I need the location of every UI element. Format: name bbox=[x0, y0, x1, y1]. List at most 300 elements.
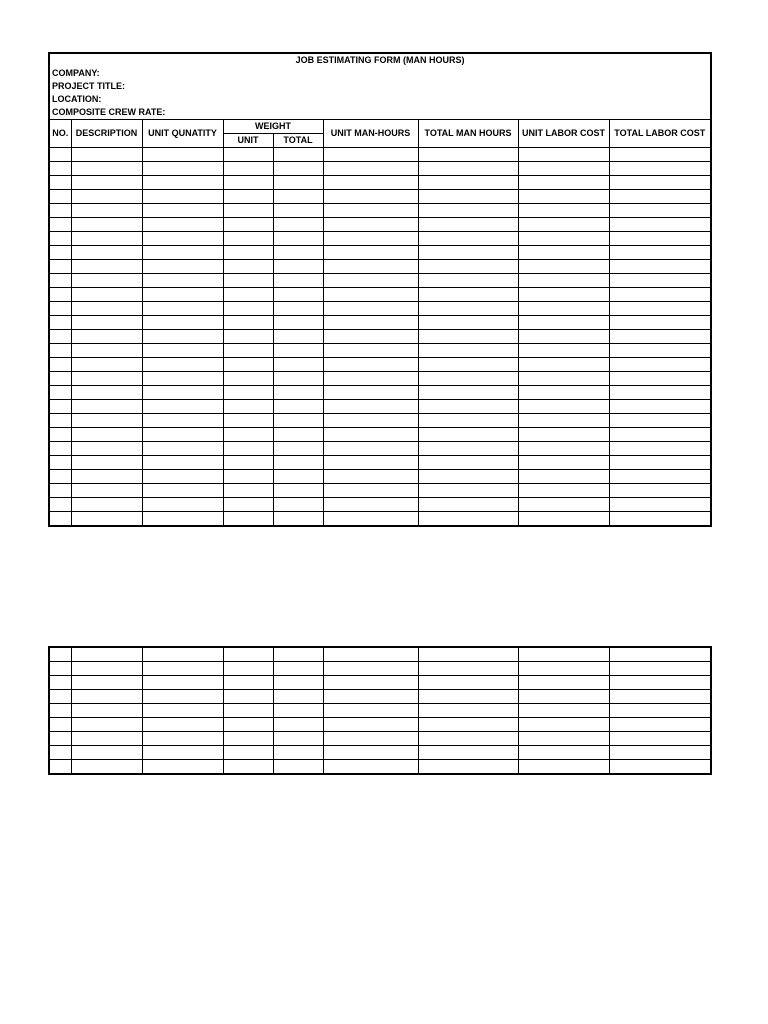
project-title-field[interactable]: PROJECT TITLE: bbox=[49, 80, 711, 93]
cell-total-labor-cost[interactable] bbox=[609, 288, 711, 302]
cell-weight-unit[interactable] bbox=[223, 662, 273, 676]
cell-weight-unit[interactable] bbox=[223, 470, 273, 484]
cell-total-labor-cost[interactable] bbox=[609, 470, 711, 484]
cell-weight-total[interactable] bbox=[273, 498, 323, 512]
cell-description[interactable] bbox=[71, 690, 142, 704]
cell-no[interactable] bbox=[49, 148, 71, 162]
cell-weight-total[interactable] bbox=[273, 400, 323, 414]
cell-weight-total[interactable] bbox=[273, 302, 323, 316]
cell-weight-total[interactable] bbox=[273, 470, 323, 484]
cell-unit-labor-cost[interactable] bbox=[518, 442, 609, 456]
cell-description[interactable] bbox=[71, 358, 142, 372]
cell-total-man-hours[interactable] bbox=[418, 344, 518, 358]
cell-total-labor-cost[interactable] bbox=[609, 372, 711, 386]
cell-description[interactable] bbox=[71, 732, 142, 746]
cell-description[interactable] bbox=[71, 176, 142, 190]
cell-description[interactable] bbox=[71, 302, 142, 316]
cell-unit-man-hours[interactable] bbox=[323, 302, 418, 316]
cell-weight-unit[interactable] bbox=[223, 302, 273, 316]
cell-no[interactable] bbox=[49, 344, 71, 358]
cell-no[interactable] bbox=[49, 718, 71, 732]
cell-description[interactable] bbox=[71, 498, 142, 512]
cell-total-man-hours[interactable] bbox=[418, 676, 518, 690]
cell-unit-labor-cost[interactable] bbox=[518, 746, 609, 760]
cell-total-labor-cost[interactable] bbox=[609, 190, 711, 204]
cell-total-man-hours[interactable] bbox=[418, 442, 518, 456]
company-field[interactable]: COMPANY: bbox=[49, 67, 711, 80]
cell-description[interactable] bbox=[71, 372, 142, 386]
cell-total-man-hours[interactable] bbox=[418, 746, 518, 760]
cell-weight-unit[interactable] bbox=[223, 176, 273, 190]
cell-description[interactable] bbox=[71, 760, 142, 775]
cell-unit-man-hours[interactable] bbox=[323, 386, 418, 400]
cell-weight-unit[interactable] bbox=[223, 704, 273, 718]
cell-description[interactable] bbox=[71, 148, 142, 162]
cell-unit-labor-cost[interactable] bbox=[518, 718, 609, 732]
cell-total-labor-cost[interactable] bbox=[609, 746, 711, 760]
cell-total-labor-cost[interactable] bbox=[609, 498, 711, 512]
cell-total-man-hours[interactable] bbox=[418, 274, 518, 288]
cell-unit-man-hours[interactable] bbox=[323, 232, 418, 246]
cell-total-labor-cost[interactable] bbox=[609, 512, 711, 527]
cell-total-man-hours[interactable] bbox=[418, 148, 518, 162]
cell-total-labor-cost[interactable] bbox=[609, 718, 711, 732]
cell-total-man-hours[interactable] bbox=[418, 330, 518, 344]
cell-description[interactable] bbox=[71, 246, 142, 260]
cell-weight-unit[interactable] bbox=[223, 274, 273, 288]
cell-unit-quantity[interactable] bbox=[142, 288, 223, 302]
cell-description[interactable] bbox=[71, 746, 142, 760]
cell-unit-labor-cost[interactable] bbox=[518, 498, 609, 512]
cell-no[interactable] bbox=[49, 386, 71, 400]
cell-no[interactable] bbox=[49, 442, 71, 456]
cell-weight-unit[interactable] bbox=[223, 746, 273, 760]
cell-unit-labor-cost[interactable] bbox=[518, 647, 609, 662]
cell-no[interactable] bbox=[49, 316, 71, 330]
cell-unit-man-hours[interactable] bbox=[323, 704, 418, 718]
cell-total-man-hours[interactable] bbox=[418, 414, 518, 428]
cell-unit-man-hours[interactable] bbox=[323, 246, 418, 260]
cell-total-man-hours[interactable] bbox=[418, 316, 518, 330]
cell-weight-unit[interactable] bbox=[223, 484, 273, 498]
cell-total-labor-cost[interactable] bbox=[609, 302, 711, 316]
cell-no[interactable] bbox=[49, 647, 71, 662]
cell-unit-man-hours[interactable] bbox=[323, 176, 418, 190]
cell-total-man-hours[interactable] bbox=[418, 498, 518, 512]
cell-no[interactable] bbox=[49, 746, 71, 760]
cell-weight-unit[interactable] bbox=[223, 386, 273, 400]
cell-total-man-hours[interactable] bbox=[418, 690, 518, 704]
cell-description[interactable] bbox=[71, 428, 142, 442]
cell-total-man-hours[interactable] bbox=[418, 760, 518, 775]
cell-unit-man-hours[interactable] bbox=[323, 456, 418, 470]
cell-weight-total[interactable] bbox=[273, 204, 323, 218]
cell-weight-unit[interactable] bbox=[223, 260, 273, 274]
cell-description[interactable] bbox=[71, 662, 142, 676]
cell-no[interactable] bbox=[49, 456, 71, 470]
cell-unit-quantity[interactable] bbox=[142, 372, 223, 386]
cell-description[interactable] bbox=[71, 718, 142, 732]
cell-unit-man-hours[interactable] bbox=[323, 260, 418, 274]
cell-weight-unit[interactable] bbox=[223, 498, 273, 512]
cell-unit-quantity[interactable] bbox=[142, 746, 223, 760]
cell-total-labor-cost[interactable] bbox=[609, 428, 711, 442]
cell-unit-quantity[interactable] bbox=[142, 718, 223, 732]
cell-unit-quantity[interactable] bbox=[142, 260, 223, 274]
cell-unit-labor-cost[interactable] bbox=[518, 372, 609, 386]
cell-unit-quantity[interactable] bbox=[142, 732, 223, 746]
cell-unit-quantity[interactable] bbox=[142, 344, 223, 358]
cell-weight-unit[interactable] bbox=[223, 372, 273, 386]
cell-description[interactable] bbox=[71, 386, 142, 400]
cell-unit-quantity[interactable] bbox=[142, 358, 223, 372]
cell-weight-unit[interactable] bbox=[223, 358, 273, 372]
cell-unit-labor-cost[interactable] bbox=[518, 190, 609, 204]
cell-weight-unit[interactable] bbox=[223, 414, 273, 428]
cell-total-man-hours[interactable] bbox=[418, 386, 518, 400]
cell-unit-man-hours[interactable] bbox=[323, 760, 418, 775]
cell-weight-total[interactable] bbox=[273, 246, 323, 260]
cell-unit-man-hours[interactable] bbox=[323, 484, 418, 498]
cell-unit-quantity[interactable] bbox=[142, 676, 223, 690]
cell-unit-man-hours[interactable] bbox=[323, 274, 418, 288]
cell-unit-man-hours[interactable] bbox=[323, 400, 418, 414]
cell-no[interactable] bbox=[49, 358, 71, 372]
cell-total-man-hours[interactable] bbox=[418, 704, 518, 718]
cell-total-labor-cost[interactable] bbox=[609, 148, 711, 162]
cell-total-man-hours[interactable] bbox=[418, 400, 518, 414]
cell-weight-unit[interactable] bbox=[223, 512, 273, 527]
cell-no[interactable] bbox=[49, 498, 71, 512]
cell-unit-labor-cost[interactable] bbox=[518, 470, 609, 484]
cell-unit-quantity[interactable] bbox=[142, 400, 223, 414]
cell-weight-total[interactable] bbox=[273, 732, 323, 746]
cell-unit-labor-cost[interactable] bbox=[518, 302, 609, 316]
cell-unit-labor-cost[interactable] bbox=[518, 288, 609, 302]
cell-weight-unit[interactable] bbox=[223, 204, 273, 218]
cell-weight-total[interactable] bbox=[273, 190, 323, 204]
cell-unit-quantity[interactable] bbox=[142, 316, 223, 330]
cell-total-man-hours[interactable] bbox=[418, 302, 518, 316]
cell-weight-unit[interactable] bbox=[223, 647, 273, 662]
cell-unit-labor-cost[interactable] bbox=[518, 428, 609, 442]
cell-no[interactable] bbox=[49, 162, 71, 176]
cell-unit-labor-cost[interactable] bbox=[518, 456, 609, 470]
cell-unit-quantity[interactable] bbox=[142, 470, 223, 484]
cell-unit-quantity[interactable] bbox=[142, 442, 223, 456]
cell-no[interactable] bbox=[49, 428, 71, 442]
cell-unit-man-hours[interactable] bbox=[323, 442, 418, 456]
cell-weight-total[interactable] bbox=[273, 330, 323, 344]
cell-weight-unit[interactable] bbox=[223, 718, 273, 732]
cell-unit-man-hours[interactable] bbox=[323, 372, 418, 386]
cell-total-labor-cost[interactable] bbox=[609, 442, 711, 456]
cell-unit-labor-cost[interactable] bbox=[518, 316, 609, 330]
cell-weight-total[interactable] bbox=[273, 414, 323, 428]
cell-total-man-hours[interactable] bbox=[418, 288, 518, 302]
cell-weight-total[interactable] bbox=[273, 718, 323, 732]
cell-weight-total[interactable] bbox=[273, 274, 323, 288]
cell-unit-quantity[interactable] bbox=[142, 662, 223, 676]
cell-total-labor-cost[interactable] bbox=[609, 218, 711, 232]
cell-weight-total[interactable] bbox=[273, 676, 323, 690]
cell-total-labor-cost[interactable] bbox=[609, 162, 711, 176]
cell-total-labor-cost[interactable] bbox=[609, 676, 711, 690]
cell-total-labor-cost[interactable] bbox=[609, 400, 711, 414]
cell-description[interactable] bbox=[71, 414, 142, 428]
cell-unit-man-hours[interactable] bbox=[323, 647, 418, 662]
cell-total-labor-cost[interactable] bbox=[609, 662, 711, 676]
cell-total-labor-cost[interactable] bbox=[609, 316, 711, 330]
cell-weight-unit[interactable] bbox=[223, 690, 273, 704]
cell-unit-quantity[interactable] bbox=[142, 302, 223, 316]
cell-unit-labor-cost[interactable] bbox=[518, 414, 609, 428]
cell-unit-labor-cost[interactable] bbox=[518, 162, 609, 176]
cell-total-labor-cost[interactable] bbox=[609, 330, 711, 344]
cell-total-man-hours[interactable] bbox=[418, 260, 518, 274]
cell-description[interactable] bbox=[71, 162, 142, 176]
cell-no[interactable] bbox=[49, 470, 71, 484]
cell-description[interactable] bbox=[71, 442, 142, 456]
cell-description[interactable] bbox=[71, 232, 142, 246]
cell-unit-labor-cost[interactable] bbox=[518, 512, 609, 527]
cell-weight-total[interactable] bbox=[273, 512, 323, 527]
cell-weight-unit[interactable] bbox=[223, 760, 273, 775]
cell-weight-total[interactable] bbox=[273, 442, 323, 456]
cell-weight-total[interactable] bbox=[273, 288, 323, 302]
cell-unit-quantity[interactable] bbox=[142, 218, 223, 232]
cell-weight-unit[interactable] bbox=[223, 456, 273, 470]
cell-weight-total[interactable] bbox=[273, 232, 323, 246]
cell-total-labor-cost[interactable] bbox=[609, 176, 711, 190]
cell-weight-total[interactable] bbox=[273, 746, 323, 760]
cell-unit-quantity[interactable] bbox=[142, 414, 223, 428]
cell-no[interactable] bbox=[49, 302, 71, 316]
cell-total-man-hours[interactable] bbox=[418, 162, 518, 176]
cell-total-labor-cost[interactable] bbox=[609, 232, 711, 246]
cell-unit-quantity[interactable] bbox=[142, 148, 223, 162]
cell-no[interactable] bbox=[49, 372, 71, 386]
cell-no[interactable] bbox=[49, 176, 71, 190]
cell-weight-unit[interactable] bbox=[223, 148, 273, 162]
cell-weight-unit[interactable] bbox=[223, 316, 273, 330]
cell-unit-man-hours[interactable] bbox=[323, 662, 418, 676]
cell-description[interactable] bbox=[71, 704, 142, 718]
cell-total-labor-cost[interactable] bbox=[609, 647, 711, 662]
cell-unit-labor-cost[interactable] bbox=[518, 690, 609, 704]
cell-weight-total[interactable] bbox=[273, 456, 323, 470]
cell-description[interactable] bbox=[71, 512, 142, 527]
cell-no[interactable] bbox=[49, 218, 71, 232]
cell-total-labor-cost[interactable] bbox=[609, 204, 711, 218]
cell-unit-labor-cost[interactable] bbox=[518, 232, 609, 246]
cell-no[interactable] bbox=[49, 330, 71, 344]
cell-weight-total[interactable] bbox=[273, 760, 323, 775]
cell-unit-man-hours[interactable] bbox=[323, 470, 418, 484]
cell-total-man-hours[interactable] bbox=[418, 372, 518, 386]
cell-unit-man-hours[interactable] bbox=[323, 732, 418, 746]
cell-description[interactable] bbox=[71, 218, 142, 232]
cell-total-man-hours[interactable] bbox=[418, 512, 518, 527]
cell-total-man-hours[interactable] bbox=[418, 218, 518, 232]
cell-description[interactable] bbox=[71, 344, 142, 358]
cell-total-man-hours[interactable] bbox=[418, 718, 518, 732]
cell-unit-quantity[interactable] bbox=[142, 330, 223, 344]
cell-description[interactable] bbox=[71, 316, 142, 330]
cell-total-labor-cost[interactable] bbox=[609, 358, 711, 372]
cell-unit-quantity[interactable] bbox=[142, 760, 223, 775]
cell-description[interactable] bbox=[71, 676, 142, 690]
cell-description[interactable] bbox=[71, 484, 142, 498]
cell-weight-total[interactable] bbox=[273, 162, 323, 176]
cell-weight-total[interactable] bbox=[273, 704, 323, 718]
cell-total-labor-cost[interactable] bbox=[609, 274, 711, 288]
cell-no[interactable] bbox=[49, 484, 71, 498]
cell-weight-unit[interactable] bbox=[223, 246, 273, 260]
cell-total-man-hours[interactable] bbox=[418, 358, 518, 372]
cell-total-labor-cost[interactable] bbox=[609, 732, 711, 746]
cell-unit-man-hours[interactable] bbox=[323, 344, 418, 358]
cell-unit-labor-cost[interactable] bbox=[518, 204, 609, 218]
cell-unit-labor-cost[interactable] bbox=[518, 260, 609, 274]
cell-unit-man-hours[interactable] bbox=[323, 330, 418, 344]
cell-weight-unit[interactable] bbox=[223, 676, 273, 690]
cell-weight-unit[interactable] bbox=[223, 232, 273, 246]
cell-no[interactable] bbox=[49, 690, 71, 704]
cell-weight-total[interactable] bbox=[273, 690, 323, 704]
cell-total-man-hours[interactable] bbox=[418, 732, 518, 746]
cell-unit-labor-cost[interactable] bbox=[518, 330, 609, 344]
cell-unit-man-hours[interactable] bbox=[323, 690, 418, 704]
cell-unit-man-hours[interactable] bbox=[323, 498, 418, 512]
cell-total-man-hours[interactable] bbox=[418, 428, 518, 442]
cell-unit-quantity[interactable] bbox=[142, 176, 223, 190]
cell-weight-unit[interactable] bbox=[223, 288, 273, 302]
cell-unit-quantity[interactable] bbox=[142, 190, 223, 204]
cell-total-labor-cost[interactable] bbox=[609, 456, 711, 470]
cell-no[interactable] bbox=[49, 246, 71, 260]
cell-unit-labor-cost[interactable] bbox=[518, 274, 609, 288]
cell-total-labor-cost[interactable] bbox=[609, 260, 711, 274]
cell-no[interactable] bbox=[49, 400, 71, 414]
cell-no[interactable] bbox=[49, 676, 71, 690]
cell-no[interactable] bbox=[49, 274, 71, 288]
cell-total-labor-cost[interactable] bbox=[609, 690, 711, 704]
cell-unit-quantity[interactable] bbox=[142, 690, 223, 704]
location-field[interactable]: LOCATION: bbox=[49, 93, 711, 106]
cell-unit-man-hours[interactable] bbox=[323, 190, 418, 204]
cell-no[interactable] bbox=[49, 260, 71, 274]
cell-description[interactable] bbox=[71, 260, 142, 274]
cell-unit-quantity[interactable] bbox=[142, 498, 223, 512]
cell-weight-total[interactable] bbox=[273, 428, 323, 442]
cell-weight-unit[interactable] bbox=[223, 330, 273, 344]
cell-unit-labor-cost[interactable] bbox=[518, 344, 609, 358]
cell-weight-total[interactable] bbox=[273, 386, 323, 400]
cell-weight-unit[interactable] bbox=[223, 162, 273, 176]
cell-no[interactable] bbox=[49, 414, 71, 428]
cell-description[interactable] bbox=[71, 288, 142, 302]
cell-weight-unit[interactable] bbox=[223, 218, 273, 232]
cell-total-man-hours[interactable] bbox=[418, 647, 518, 662]
cell-total-man-hours[interactable] bbox=[418, 246, 518, 260]
cell-total-man-hours[interactable] bbox=[418, 456, 518, 470]
cell-weight-unit[interactable] bbox=[223, 732, 273, 746]
cell-unit-quantity[interactable] bbox=[142, 274, 223, 288]
cell-no[interactable] bbox=[49, 232, 71, 246]
cell-unit-labor-cost[interactable] bbox=[518, 218, 609, 232]
cell-total-man-hours[interactable] bbox=[418, 484, 518, 498]
cell-unit-man-hours[interactable] bbox=[323, 746, 418, 760]
cell-description[interactable] bbox=[71, 274, 142, 288]
cell-weight-unit[interactable] bbox=[223, 400, 273, 414]
cell-no[interactable] bbox=[49, 704, 71, 718]
cell-weight-unit[interactable] bbox=[223, 442, 273, 456]
cell-unit-labor-cost[interactable] bbox=[518, 484, 609, 498]
cell-weight-total[interactable] bbox=[273, 372, 323, 386]
cell-unit-labor-cost[interactable] bbox=[518, 676, 609, 690]
cell-description[interactable] bbox=[71, 330, 142, 344]
cell-total-labor-cost[interactable] bbox=[609, 704, 711, 718]
cell-unit-man-hours[interactable] bbox=[323, 162, 418, 176]
cell-total-labor-cost[interactable] bbox=[609, 484, 711, 498]
cell-unit-quantity[interactable] bbox=[142, 162, 223, 176]
cell-unit-quantity[interactable] bbox=[142, 456, 223, 470]
cell-total-labor-cost[interactable] bbox=[609, 344, 711, 358]
cell-unit-quantity[interactable] bbox=[142, 512, 223, 527]
cell-weight-total[interactable] bbox=[273, 148, 323, 162]
cell-no[interactable] bbox=[49, 204, 71, 218]
cell-total-labor-cost[interactable] bbox=[609, 414, 711, 428]
cell-unit-man-hours[interactable] bbox=[323, 358, 418, 372]
cell-weight-unit[interactable] bbox=[223, 190, 273, 204]
cell-unit-man-hours[interactable] bbox=[323, 428, 418, 442]
cell-no[interactable] bbox=[49, 190, 71, 204]
cell-unit-labor-cost[interactable] bbox=[518, 176, 609, 190]
cell-unit-man-hours[interactable] bbox=[323, 218, 418, 232]
cell-total-man-hours[interactable] bbox=[418, 176, 518, 190]
cell-weight-total[interactable] bbox=[273, 176, 323, 190]
cell-weight-total[interactable] bbox=[273, 358, 323, 372]
cell-unit-man-hours[interactable] bbox=[323, 316, 418, 330]
cell-no[interactable] bbox=[49, 760, 71, 775]
cell-weight-unit[interactable] bbox=[223, 428, 273, 442]
cell-unit-labor-cost[interactable] bbox=[518, 400, 609, 414]
cell-total-man-hours[interactable] bbox=[418, 662, 518, 676]
cell-total-labor-cost[interactable] bbox=[609, 386, 711, 400]
cell-total-man-hours[interactable] bbox=[418, 190, 518, 204]
cell-no[interactable] bbox=[49, 288, 71, 302]
cell-weight-total[interactable] bbox=[273, 662, 323, 676]
cell-unit-man-hours[interactable] bbox=[323, 414, 418, 428]
cell-unit-man-hours[interactable] bbox=[323, 718, 418, 732]
cell-description[interactable] bbox=[71, 647, 142, 662]
cell-weight-total[interactable] bbox=[273, 484, 323, 498]
cell-unit-labor-cost[interactable] bbox=[518, 386, 609, 400]
cell-weight-total[interactable] bbox=[273, 647, 323, 662]
composite-crew-rate-field[interactable]: COMPOSITE CREW RATE: bbox=[49, 106, 711, 120]
cell-description[interactable] bbox=[71, 470, 142, 484]
cell-description[interactable] bbox=[71, 190, 142, 204]
cell-unit-man-hours[interactable] bbox=[323, 148, 418, 162]
cell-unit-quantity[interactable] bbox=[142, 204, 223, 218]
cell-weight-total[interactable] bbox=[273, 316, 323, 330]
cell-no[interactable] bbox=[49, 662, 71, 676]
cell-unit-labor-cost[interactable] bbox=[518, 148, 609, 162]
cell-unit-quantity[interactable] bbox=[142, 647, 223, 662]
cell-no[interactable] bbox=[49, 512, 71, 527]
cell-unit-labor-cost[interactable] bbox=[518, 732, 609, 746]
